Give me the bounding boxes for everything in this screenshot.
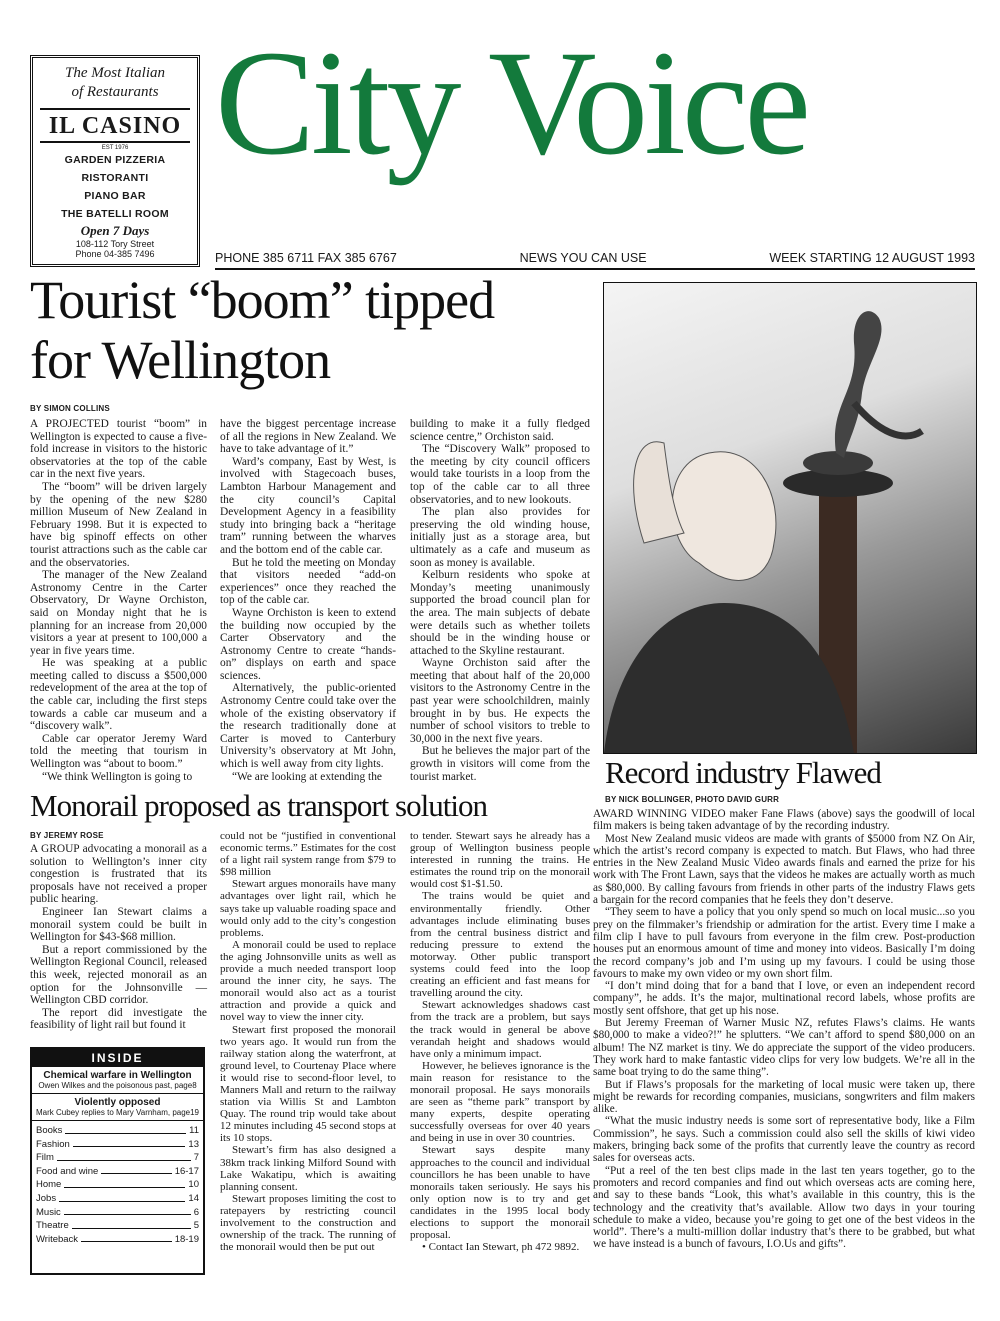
index-page: 18-19 bbox=[174, 1233, 199, 1245]
paragraph: “What the music industry needs is some sort of representative body, like a Film Commission”, he says. Such a commission could also sell the skills of kiwi video makers, bringing back some of the profits that currently leave the country as record sales for overseas acts. bbox=[593, 1115, 975, 1165]
ad-service-4: THE BATELLI ROOM bbox=[61, 208, 169, 220]
index-label: Film bbox=[36, 1152, 54, 1164]
index-label: Writeback bbox=[36, 1233, 79, 1245]
paragraph: But he told the meeting on Monday that visitors needed “add-on experiences” once they reached the top of the cable car. bbox=[220, 556, 396, 607]
ad-tagline-2: of Restaurants bbox=[71, 84, 159, 100]
index-label: Fashion bbox=[36, 1138, 70, 1150]
story2-column-2 bbox=[220, 830, 396, 1253]
paragraph: The plan also provides for preserving the old winding house, initially just as a storage area, but ultimately as a cafe and museum as soon as money is available. bbox=[410, 506, 590, 569]
paragraph: The manager of the New Zealand Astronomy Centre in the Carter Observatory, Dr Wayne Orchiston, said on Monday night that he is planning for an increase from 20,000 visitors a year at present to 100,000 a year in five years time. bbox=[30, 569, 207, 657]
ad-phone: Phone 04-385 7496 bbox=[75, 249, 155, 259]
paragraph: “They seem to have a policy that you only spend so much on local music...so you prey on the filmmaker’s friendship or admiration for the artist. Every time I make a film clip I have to pull favours from everyone in the film crew. Post-production houses put an enormous amount of time and money into videos. Basically I’m doing the record company’s job and I’m using up my favours. I could be using those favours to make my own video or my own short film. bbox=[593, 906, 975, 980]
story1-column-2 bbox=[220, 418, 396, 783]
index-row bbox=[32, 1206, 203, 1220]
il-casino-ad bbox=[30, 55, 200, 267]
paragraph: But Jeremy Freeman of Warner Music NZ, refutes Flaws’s claims. He wants $80,000 to make a video?!” he splutters. “We can’t afford to spend $80,000 on an album! The NZ market is tiny. We do appreciate the support of the video producers. They work hard to make fantastic video clips for very low budgets. We’re all in the same boat trying to do the same thing”. bbox=[593, 1017, 975, 1079]
index-page: 10 bbox=[188, 1179, 199, 1191]
index-row bbox=[32, 1192, 203, 1206]
slogan: NEWS YOU CAN USE bbox=[519, 251, 647, 265]
ad-established: EST 1976 bbox=[101, 145, 129, 151]
paragraph: The trains would be quiet and environmentally friendly. Other advantages include eliminating buses from the central business district and reducing pressure to extend the motorway. Other public transport systems could feed into the loop creating an efficient and fast means for travelling around the city. bbox=[410, 890, 590, 1000]
inside-title: INSIDE bbox=[32, 1049, 203, 1067]
story1-column-3 bbox=[410, 418, 590, 783]
ad-service-1: GARDEN PIZZERIA bbox=[64, 154, 166, 166]
paragraph: Stewart acknowledges shadows cast from the track are a problem, but says the track would in general be above verandah height and shadows would have only a minimum impact. bbox=[410, 999, 590, 1060]
index-page: 7 bbox=[193, 1152, 199, 1164]
paragraph: Kelburn residents who spoke at Monday’s meeting unanimously supported the broad council plan for the area. The main subjects of debate were details such as whether toilets should be in the winding house or attached to the Skyline restaurant. bbox=[410, 569, 590, 657]
phone-fax: PHONE 385 6711 FAX 385 6767 bbox=[215, 251, 397, 265]
ad-address: 108-112 Tory Street bbox=[75, 239, 155, 249]
info-bar bbox=[215, 251, 975, 270]
index-page: 13 bbox=[188, 1138, 199, 1150]
story3-body bbox=[593, 808, 975, 1251]
paragraph: Most New Zealand music videos are made with grants of $5000 from NZ On Air, which the artist’s record company is expected to match. But Flaws, who had three entries in the New Zealand Music Video awards finals and earned the prize for his work with The Front Lawn, says that the videos he makes are actually worth as much as $80,000. By calling favours from friends in other parts of the industry Flaws gets a bargain for the record companies that he feels they don’t deserve. bbox=[593, 832, 975, 907]
index-label: Home bbox=[36, 1179, 62, 1191]
index-row bbox=[32, 1178, 203, 1192]
ad-service-2: RISTORANTI bbox=[81, 172, 149, 184]
paragraph: Wayne Orchiston said after the meeting that about half of the 20,000 visitors to the Astronomy Centre in the past year were schoolchildren, mainly brought in by bus. He expects the number of school visitors to treble to 30,000 in the next five years. bbox=[410, 657, 590, 745]
inside-feature-2-title: Violently opposed bbox=[74, 1097, 161, 1108]
index-row bbox=[32, 1233, 203, 1247]
index-page: 6 bbox=[193, 1206, 199, 1218]
paragraph: Wayne Orchiston is keen to extend the building now occupied by the Carter Observatory and the Astronomy Centre to create “hands-on” displays on earth and space sciences. bbox=[220, 606, 396, 682]
index-label: Jobs bbox=[36, 1192, 57, 1204]
paragraph: The “Discovery Walk” proposed to the meeting by city council officers would take tourists in a loop from the top of the cable car to all three observatories, and to new lookouts. bbox=[410, 443, 590, 506]
paragraph: Stewart proposes limiting the cost to ratepayers by restricting council involvement to the construction and ownership of the track. The running of the monorail would then be put out bbox=[220, 1192, 396, 1254]
inside-feature-1-title: Chemical warfare in Wellington bbox=[43, 1070, 192, 1081]
paragraph: “We think Wellington is going to bbox=[42, 770, 193, 783]
story3-headline: Record industry Flawed bbox=[605, 755, 881, 790]
inside-feature-1-sub: Owen Wilkes and the poisonous past, page8 bbox=[32, 1081, 203, 1094]
issue-date: WEEK STARTING 12 AUGUST 1993 bbox=[769, 251, 975, 265]
index-label: Theatre bbox=[36, 1220, 69, 1232]
story1-byline: BY SIMON COLLINS bbox=[30, 404, 110, 413]
paragraph: Stewart first proposed the monorail two years ago. It would run from the railway station along the waterfront, at ground level, to Courtenay Place where it would rise to second-floor level, to Manners Mall and return to the railway station via Willis St and Lambton Quay. The round trip would take about 12 minutes including 45 second stops at its 10 stops. bbox=[220, 1023, 396, 1145]
index-row bbox=[32, 1124, 203, 1138]
paragraph: “We are looking at extending the bbox=[232, 770, 382, 783]
inside-index-box bbox=[30, 1047, 205, 1275]
paragraph: AWARD WINNING VIDEO maker Fane Flaws (above) says the goodwill of local film makers is being taken advantage of by the recording industry. bbox=[593, 808, 975, 833]
story2-column-3 bbox=[410, 830, 590, 1253]
paragraph: But if Flaws’s proposals for the marketing of local music were taken up, there might be rewards for recording companies, musicians, songwriters and film makers alike. bbox=[593, 1078, 975, 1116]
story1-column-1 bbox=[30, 418, 207, 783]
paragraph: Alternatively, the public-oriented Astronomy Centre could take over the whole of the existing observatory if the research traditionally done at Carter is moved to Canterbury University’s observatory at Mt John, which is well away from city lights. bbox=[220, 682, 396, 771]
story1-headline-line1: Tourist “boom” tipped bbox=[30, 270, 495, 330]
index-row bbox=[32, 1219, 203, 1233]
paragraph: Stewart argues monorails have many advantages over light rail, which he says take up valuable roading space and would only add to the city’s congestion problems. bbox=[220, 878, 396, 939]
story1-headline bbox=[30, 270, 494, 390]
paragraph: have the biggest percentage increase of all the regions in New Zealand. We have to take advantage of it.” bbox=[220, 418, 396, 456]
paragraph: A monorail could be used to replace the aging Johnsonville units as well as provide a much needed transport loop around the inner city, he says. The monorail would also act as a tourist attraction and provide a quick and novel way to view the inner city. bbox=[220, 938, 396, 1024]
index-row bbox=[32, 1138, 203, 1152]
paragraph: A PROJECTED tourist “boom” in Wellington is expected to cause a five-fold increase in visitors to the historic observatories at the top of the cable car in the next five years. bbox=[30, 418, 207, 481]
fane-flaws-photo bbox=[603, 282, 977, 754]
index-row bbox=[32, 1151, 203, 1165]
paragraph: However, he believes ignorance is the main reason for resistance to the monorail proposal. He says monorails are seen as “theme park” transport by many experts, despite operating successfully overseas for over 40 years and being in use in over 30 countries. bbox=[410, 1059, 590, 1145]
index-page: 14 bbox=[188, 1192, 199, 1204]
story2-column-1 bbox=[30, 843, 207, 1032]
il-casino-logo: IL CASINO bbox=[40, 108, 190, 143]
story2-headline: Monorail proposed as transport solution bbox=[30, 788, 487, 823]
masthead: City Voice bbox=[215, 20, 808, 186]
index-row bbox=[32, 1165, 203, 1179]
ad-tagline-1: The Most Italian bbox=[65, 65, 165, 81]
paragraph: Stewart says despite many approaches to the council and individual councillors he has been unable to have monorails taken seriously. He says his only option now is to try and get candidates in the 1995 local body elections to support the monorail proposal. bbox=[410, 1144, 590, 1242]
paragraph: Cable car operator Jeremy Ward told the meeting that tourism in Wellington was “about to boom.” bbox=[30, 732, 207, 771]
paragraph: The “boom” will be driven largely by the opening of the new $280 million Museum of New Zealand in February 1998. But it is expected to have big spinoff effects on other tourist attractions such as the cable car and the observatories. bbox=[30, 480, 207, 569]
index-page: 5 bbox=[193, 1220, 199, 1232]
story1-headline-line2: for Wellington bbox=[30, 330, 331, 390]
story3-byline: BY NICK BOLLINGER, PHOTO DAVID GURR bbox=[605, 795, 780, 804]
paragraph: to tender. Stewart says he already has a group of Wellington business people interested in running the trains. He estimates the round trip on the monorail would cost $1-$1.50. bbox=[410, 830, 590, 891]
inside-index-list bbox=[32, 1121, 203, 1246]
paragraph: He was speaking at a public meeting called to discuss a $500,000 redevelopment of the area at the top of the cable car, including the first steps towards a cable car museum and a “discovery walk”. bbox=[30, 657, 207, 733]
paragraph: Stewart’s firm has also designed a 38km track linking Milford Sound with Lake Wakatipu, which is awaiting planning consent. bbox=[220, 1144, 396, 1193]
paragraph: But a report commissioned by the Wellington Regional Council, released this week, rejected monorail as an option for the Johnsonville — Wellington CBD corridor. bbox=[30, 943, 207, 1007]
paragraph: The report did investigate the feasibility of light rail but found it bbox=[30, 1006, 207, 1032]
index-page: 16-17 bbox=[174, 1165, 199, 1177]
paragraph: • Contact Ian Stewart, ph 472 9892. bbox=[422, 1241, 580, 1254]
ad-service-3: PIANO BAR bbox=[84, 190, 146, 202]
paragraph: “Put a reel of the ten best clips made in the last ten years together, go to the promoters and record companies and find out which overseas acts are coming here, and say to these bands “Look, this what’s available in this country, this is the technology and the creativity that’s available. Allow two days in your touring schedule to make a video, because you’re going to get one of the best videos in the world”. There’s a multi-million dollar industry that’s there to be grabbed, but what we have instead is a bunch of favours, I.O.Us and gifts”. bbox=[593, 1164, 975, 1251]
paragraph: But he believes the major part of the growth in visitors will come from the tourist market. bbox=[410, 745, 590, 783]
index-page: 11 bbox=[189, 1125, 199, 1136]
index-label: Books bbox=[36, 1125, 63, 1136]
paragraph: Engineer Ian Stewart claims a monorail system could be built in Wellington for $43-$68 million. bbox=[30, 905, 207, 944]
paragraph: “I don’t mind doing that for a band that I love, or even an independent record company”, he adds. It’s the major, multinational record labels, whose profits are mostly sent offshore, that get up his nose. bbox=[593, 980, 975, 1017]
paragraph: could not be “justified in conventional economic terms.” Estimates for the cost of a light rail system range from $79 to $98 million bbox=[220, 830, 396, 879]
inside-feature-2-sub: Mark Cubey replies to Mary Varnham, page19 bbox=[32, 1108, 203, 1121]
paragraph: Ward’s company, East by West, is involved with Stagecoach buses, Lambton Harbour Management and the city council’s Capital Development Agency in a feasibility study into bringing back a “heritage tram” running between the wharves and the bottom end of the cable car. bbox=[220, 455, 396, 556]
ad-open-days: Open 7 Days bbox=[80, 223, 150, 238]
index-label: Food and wine bbox=[36, 1165, 99, 1177]
paragraph: A GROUP advocating a monorail as a solution to Wellington’s inner city congestion is frustrated that its proposals have not received a proper public hearing. bbox=[30, 843, 207, 906]
photo-illustration bbox=[604, 283, 976, 753]
paragraph: building to make it a fully fledged science centre,” Orchiston said. bbox=[410, 418, 590, 443]
story2-byline: BY JEREMY ROSE bbox=[30, 831, 104, 840]
index-label: Music bbox=[36, 1206, 61, 1218]
